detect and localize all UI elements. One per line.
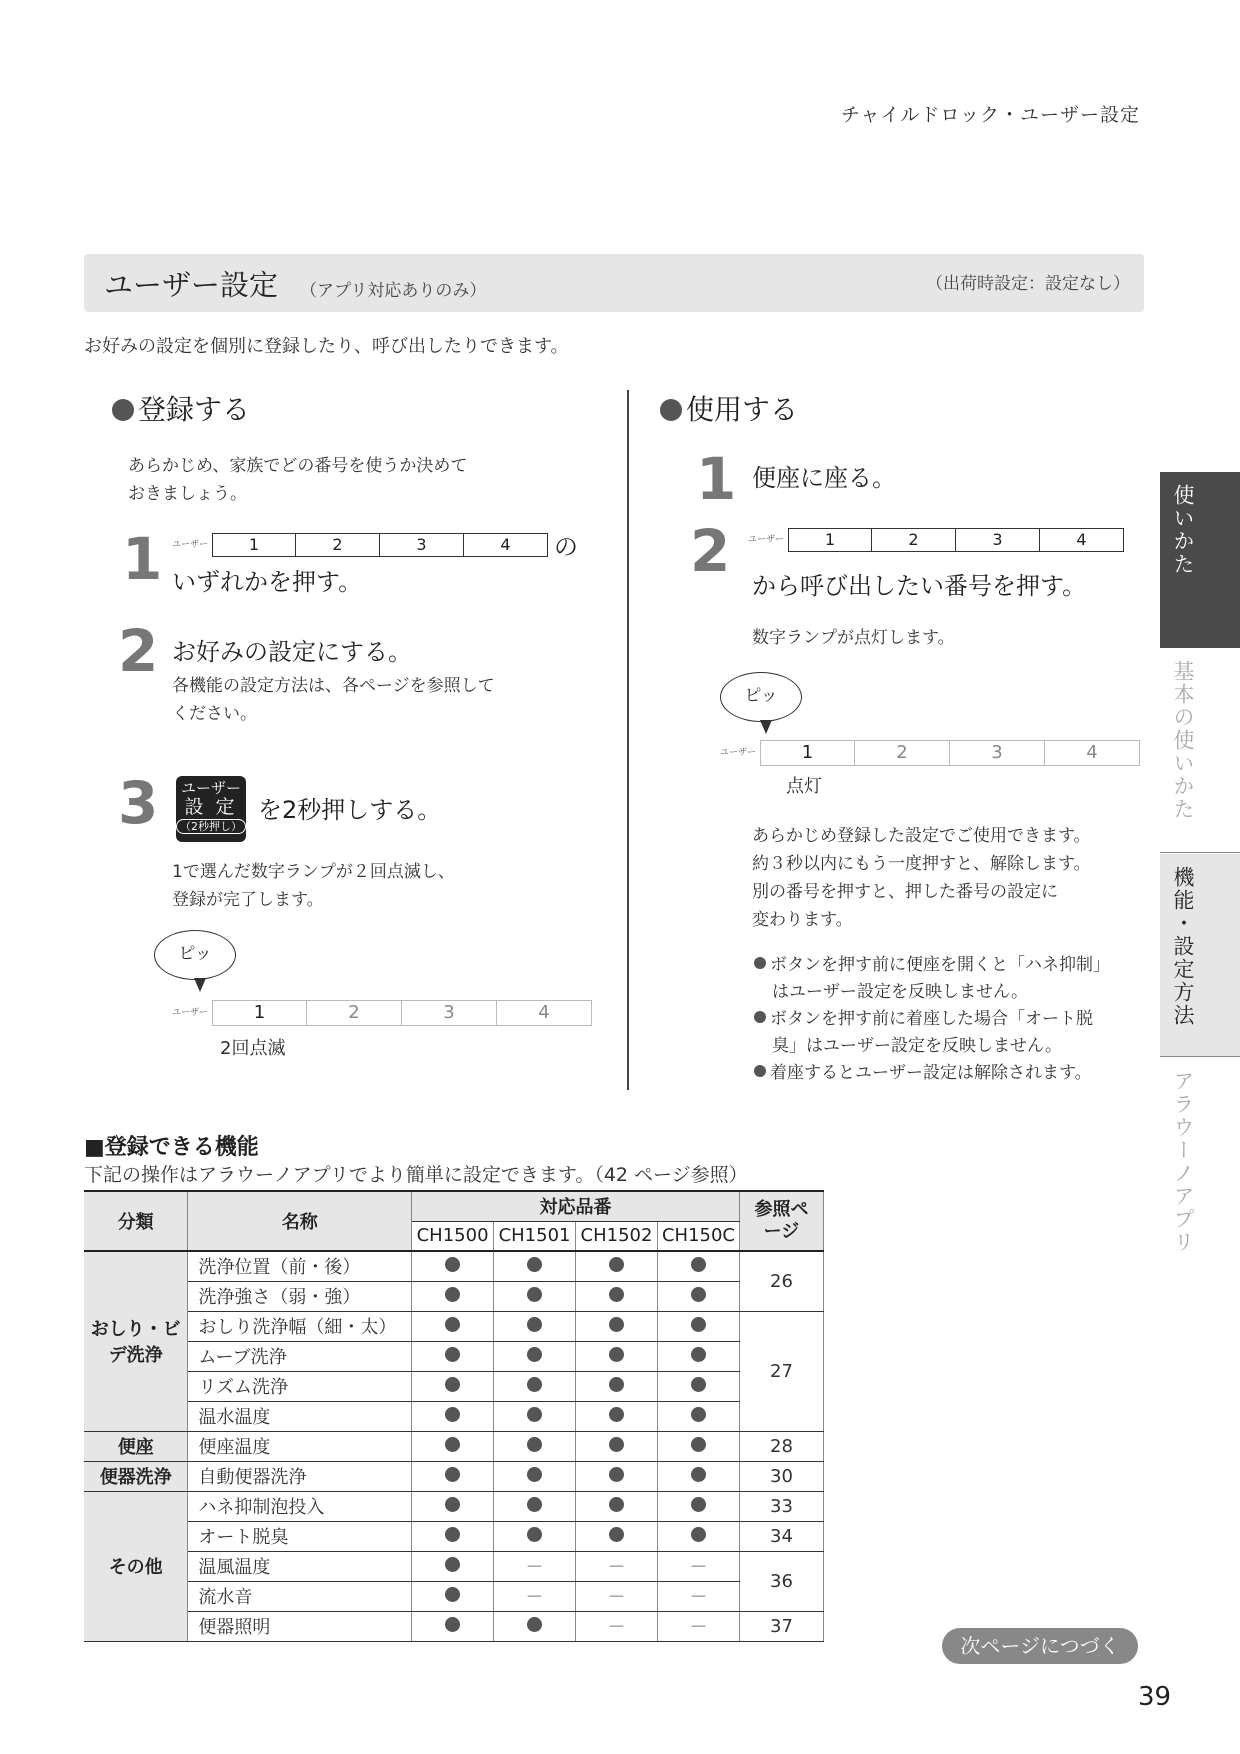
- ref-page-cell: 36: [739, 1551, 823, 1611]
- ref-header-text: 参照ページ: [754, 1199, 809, 1242]
- support-cell: [494, 1281, 576, 1311]
- support-cell: [658, 1491, 740, 1521]
- supported-dot-icon: [445, 1437, 460, 1452]
- ref-page-cell: 37: [739, 1611, 823, 1641]
- ref-page-cell: 27: [739, 1311, 823, 1431]
- model-header: CH1501: [494, 1221, 576, 1251]
- feature-name-cell: おしり洗浄幅（細・太）: [188, 1311, 412, 1341]
- use-lamp-note: 点灯: [786, 776, 822, 797]
- table-row: [84, 1551, 824, 1581]
- supported-dot-icon: [445, 1377, 460, 1392]
- support-cell: [576, 1401, 658, 1431]
- use-body-line: 別の番号を押すと、押した番号の設定に: [752, 882, 1058, 902]
- feature-name-cell: 洗浄強さ（弱・強）: [188, 1281, 412, 1311]
- lamp-1: 1: [212, 1000, 307, 1026]
- not-supported-dash: －: [607, 1587, 626, 1608]
- support-cell: [658, 1251, 740, 1281]
- supported-dot-icon: [527, 1437, 542, 1452]
- support-cell: [494, 1551, 576, 1581]
- support-cell: [576, 1581, 658, 1611]
- supported-dot-icon: [527, 1467, 542, 1482]
- support-cell: [494, 1611, 576, 1641]
- register-step1-suffix: の: [554, 533, 579, 561]
- table-row: [84, 1521, 824, 1551]
- register-step3-detail-line: 登録が完了します。: [172, 890, 324, 910]
- use-step1-number: 1: [696, 445, 737, 513]
- support-cell: [658, 1551, 740, 1581]
- table-row: [84, 1491, 824, 1521]
- support-cell: [412, 1611, 494, 1641]
- beep-bubble-tail: [194, 978, 206, 992]
- register-lead-line: おきましょう。: [128, 484, 247, 504]
- not-supported-dash: －: [689, 1617, 708, 1638]
- user-button-3: 3: [380, 533, 464, 557]
- use-body-line: あらかじめ登録した設定でご使用できます。: [752, 826, 1091, 846]
- feature-name-cell: 便器照明: [188, 1611, 412, 1641]
- support-cell: [576, 1371, 658, 1401]
- lamp-1: 1: [760, 740, 855, 766]
- support-cell: [412, 1401, 494, 1431]
- register-step2-detail-line: ください。: [172, 704, 257, 724]
- column-header-name: 名称: [188, 1191, 412, 1251]
- supported-dot-icon: [609, 1377, 624, 1392]
- support-cell: [494, 1401, 576, 1431]
- side-tab-label: 使いかた: [1171, 484, 1195, 576]
- use-body-line: 変わります。: [752, 910, 853, 930]
- not-supported-dash: －: [689, 1557, 708, 1578]
- supported-dot-icon: [445, 1347, 460, 1362]
- lamp-3: 3: [950, 740, 1045, 766]
- support-cell: [658, 1281, 740, 1311]
- register-step1-number: 1: [122, 525, 163, 593]
- support-cell: [658, 1521, 740, 1551]
- note-bullet-icon: [754, 957, 766, 969]
- use-body-line: 約３秒以内にもう一度押すと、解除します。: [752, 854, 1091, 874]
- model-header: CH150C: [658, 1221, 740, 1251]
- use-step2-text: から呼び出したい番号を押す。: [752, 572, 1087, 600]
- feature-name-cell: 自動便器洗浄: [188, 1461, 412, 1491]
- use-body: [752, 822, 1091, 934]
- support-cell: [576, 1431, 658, 1461]
- support-cell: [412, 1431, 494, 1461]
- side-tab-divider: [1160, 1056, 1240, 1057]
- table-row: [84, 1581, 824, 1611]
- register-user-buttons: [172, 527, 578, 562]
- supported-dot-icon: [527, 1347, 542, 1362]
- register-step1-text: いずれかを押す。: [172, 568, 363, 596]
- supported-dot-icon: [609, 1407, 624, 1422]
- supported-dot-icon: [445, 1257, 460, 1272]
- user-setting-button: [176, 776, 246, 842]
- register-lead: [128, 452, 467, 508]
- support-cell: [658, 1311, 740, 1341]
- user-button-4: 4: [464, 533, 548, 557]
- category-cell: その他: [84, 1491, 188, 1641]
- support-cell: [658, 1581, 740, 1611]
- not-supported-dash: －: [607, 1617, 626, 1638]
- side-tab-label: 基本の使いかた: [1171, 660, 1195, 821]
- supported-dot-icon: [609, 1287, 624, 1302]
- support-cell: [494, 1491, 576, 1521]
- supported-dot-icon: [527, 1527, 542, 1542]
- next-page-button[interactable]: 次ページにつづく: [942, 1628, 1138, 1664]
- note-bullet-icon: [754, 1065, 766, 1077]
- lamp-3: 3: [402, 1000, 497, 1026]
- register-step3-number: 3: [118, 769, 159, 837]
- table-row: [84, 1611, 824, 1641]
- not-supported-dash: －: [525, 1587, 544, 1608]
- side-tab-label: 機能・設定方法: [1171, 866, 1195, 1027]
- bullet-icon: [112, 399, 134, 421]
- table-row: [84, 1311, 824, 1341]
- feature-name-cell: 便座温度: [188, 1431, 412, 1461]
- register-heading-text: 登録する: [138, 393, 251, 426]
- supported-dot-icon: [527, 1317, 542, 1332]
- use-heading: [660, 388, 798, 428]
- register-step3-detail-line: 1で選んだ数字ランプが２回点滅し、: [172, 862, 455, 882]
- supported-dot-icon: [691, 1257, 706, 1272]
- user-setting-button-line3: （2秒押し）: [176, 819, 246, 834]
- features-subheading: 下記の操作はアラウーノアプリでより簡単に設定できます。（42 ページ参照）: [84, 1164, 748, 1186]
- support-cell: [494, 1431, 576, 1461]
- register-step2-detail-line: 各機能の設定方法は、各ページを参照して: [172, 676, 495, 696]
- supported-dot-icon: [445, 1467, 460, 1482]
- category-cell: おしり・ビデ洗浄: [84, 1251, 188, 1431]
- supported-dot-icon: [527, 1407, 542, 1422]
- support-cell: [494, 1581, 576, 1611]
- support-cell: [576, 1491, 658, 1521]
- user-setting-button-line2: 設 定: [184, 796, 238, 818]
- register-lamp-row: [172, 1000, 592, 1026]
- supported-dot-icon: [691, 1347, 706, 1362]
- bullet-icon: [660, 399, 682, 421]
- feature-name-cell: 温風温度: [188, 1551, 412, 1581]
- user-setting-button-line1: ユーザー: [180, 779, 241, 797]
- register-step2-detail: [172, 672, 495, 728]
- supported-dot-icon: [445, 1587, 460, 1602]
- support-cell: [412, 1581, 494, 1611]
- supported-dot-icon: [527, 1617, 542, 1632]
- note-text: 着座するとユーザー設定は解除されます。: [770, 1063, 1092, 1083]
- lamp-4: 4: [1045, 740, 1140, 766]
- side-tab-basic-usage[interactable]: [1160, 648, 1240, 852]
- support-cell: [658, 1401, 740, 1431]
- lamp-2: 2: [855, 740, 950, 766]
- default-setting-note: （出荷時設定：設定なし）: [926, 274, 1130, 294]
- side-tab-arauno-app[interactable]: [1160, 1058, 1240, 1258]
- supported-dot-icon: [691, 1317, 706, 1332]
- register-step2-number: 2: [118, 617, 159, 685]
- not-supported-dash: －: [607, 1557, 626, 1578]
- feature-name-cell: リズム洗浄: [188, 1371, 412, 1401]
- ref-page-cell: 26: [739, 1251, 823, 1311]
- supported-dot-icon: [609, 1257, 624, 1272]
- support-cell: [576, 1251, 658, 1281]
- beep-bubble-tail: [760, 720, 772, 734]
- support-cell: [412, 1341, 494, 1371]
- supported-dot-icon: [445, 1407, 460, 1422]
- use-notes: [754, 952, 1110, 1087]
- feature-name-cell: オート脱臭: [188, 1521, 412, 1551]
- support-cell: [576, 1311, 658, 1341]
- register-lead-line: あらかじめ、家族でどの番号を使うか決めて: [128, 456, 468, 476]
- use-lamp-row: [720, 740, 1140, 766]
- support-cell: [412, 1551, 494, 1581]
- user-button-4: 4: [1040, 528, 1124, 552]
- supported-dot-icon: [691, 1437, 706, 1452]
- user-button-1: 1: [788, 528, 872, 552]
- support-cell: [494, 1521, 576, 1551]
- note-item: [754, 952, 1110, 1006]
- table-row: [84, 1431, 824, 1461]
- support-cell: [658, 1341, 740, 1371]
- use-step1-text: 便座に座る。: [752, 464, 896, 492]
- register-step3-detail: [172, 858, 455, 914]
- ref-page-cell: 34: [739, 1521, 823, 1551]
- column-header-models: 対応品番: [412, 1191, 740, 1221]
- note-text: ボタンを押す前に便座を開くと「ハネ抑制」: [770, 955, 1110, 975]
- feature-name-cell: ハネ抑制泡投入: [188, 1491, 412, 1521]
- support-cell: [576, 1521, 658, 1551]
- ref-page-cell: 33: [739, 1491, 823, 1521]
- supported-dot-icon: [445, 1287, 460, 1302]
- table-row: [84, 1461, 824, 1491]
- supported-dot-icon: [527, 1497, 542, 1512]
- supported-dot-icon: [691, 1467, 706, 1482]
- support-cell: [494, 1311, 576, 1341]
- features-table: [84, 1190, 824, 1642]
- supported-dot-icon: [691, 1287, 706, 1302]
- supported-dot-icon: [691, 1497, 706, 1512]
- supported-dot-icon: [691, 1377, 706, 1392]
- column-header-ref: [739, 1191, 823, 1251]
- lamp-4: 4: [497, 1000, 592, 1026]
- not-supported-dash: －: [525, 1557, 544, 1578]
- section-subtitle: （アプリ対応ありのみ）: [300, 281, 487, 301]
- support-cell: [412, 1251, 494, 1281]
- model-header: CH1500: [412, 1221, 494, 1251]
- supported-dot-icon: [445, 1317, 460, 1332]
- use-user-buttons: [748, 528, 1124, 552]
- support-cell: [576, 1281, 658, 1311]
- support-cell: [576, 1611, 658, 1641]
- lamp-label: ユーザー: [172, 1008, 209, 1018]
- support-cell: [658, 1461, 740, 1491]
- side-tab-features-settings[interactable]: [1160, 854, 1240, 1056]
- user-buttons-label: ユーザー: [172, 539, 209, 550]
- support-cell: [576, 1461, 658, 1491]
- page-header-title: チャイルドロック・ユーザー設定: [840, 104, 1140, 126]
- register-step2-text: お好みの設定にする。: [172, 638, 412, 666]
- support-cell: [658, 1611, 740, 1641]
- section-intro: お好みの設定を個別に登録したり、呼び出したりできます。: [84, 336, 569, 357]
- page-number: 39: [1138, 1682, 1172, 1712]
- supported-dot-icon: [609, 1527, 624, 1542]
- note-item: [754, 1060, 1110, 1087]
- support-cell: [576, 1341, 658, 1371]
- supported-dot-icon: [609, 1497, 624, 1512]
- supported-dot-icon: [609, 1437, 624, 1452]
- supported-dot-icon: [609, 1347, 624, 1362]
- support-cell: [412, 1491, 494, 1521]
- use-step2-detail: 数字ランプが点灯します。: [752, 628, 955, 648]
- beep-bubble: ピッ: [720, 672, 802, 722]
- supported-dot-icon: [445, 1527, 460, 1542]
- side-tab-label: アラウーノアプリ: [1171, 1070, 1195, 1254]
- register-lamp-note: 2回点滅: [220, 1038, 286, 1059]
- support-cell: [576, 1551, 658, 1581]
- column-divider: [627, 390, 629, 1090]
- supported-dot-icon: [691, 1407, 706, 1422]
- use-step2-number: 2: [690, 517, 731, 585]
- model-header: CH1502: [576, 1221, 658, 1251]
- table-row: [84, 1401, 824, 1431]
- register-heading: [112, 388, 250, 428]
- note-text: ボタンを押す前に着座した場合「オート脱: [770, 1009, 1093, 1029]
- supported-dot-icon: [609, 1467, 624, 1482]
- support-cell: [412, 1371, 494, 1401]
- feature-name-cell: 流水音: [188, 1581, 412, 1611]
- column-header-category: 分類: [84, 1191, 188, 1251]
- support-cell: [494, 1251, 576, 1281]
- support-cell: [494, 1461, 576, 1491]
- register-step3-text: を2秒押しする。: [258, 796, 442, 824]
- table-row: [84, 1371, 824, 1401]
- support-cell: [658, 1431, 740, 1461]
- supported-dot-icon: [445, 1557, 460, 1572]
- supported-dot-icon: [527, 1377, 542, 1392]
- ref-page-cell: 28: [739, 1431, 823, 1461]
- support-cell: [412, 1461, 494, 1491]
- side-tab-how-to-use[interactable]: [1160, 472, 1240, 648]
- supported-dot-icon: [691, 1527, 706, 1542]
- category-cell: 便座: [84, 1431, 188, 1461]
- table-row: [84, 1341, 824, 1371]
- support-cell: [494, 1371, 576, 1401]
- lamp-2: 2: [307, 1000, 402, 1026]
- side-tab-divider: [1160, 852, 1240, 853]
- table-row: [84, 1281, 824, 1311]
- lamp-label: ユーザー: [720, 748, 757, 758]
- supported-dot-icon: [445, 1497, 460, 1512]
- note-item: [754, 1006, 1110, 1060]
- note-text: 臭」はユーザー設定を反映しません。: [772, 1036, 1063, 1056]
- user-button-3: 3: [956, 528, 1040, 552]
- user-button-1: 1: [212, 533, 296, 557]
- supported-dot-icon: [609, 1317, 624, 1332]
- support-cell: [412, 1521, 494, 1551]
- use-heading-text: 使用する: [686, 393, 799, 426]
- feature-name-cell: 温水温度: [188, 1401, 412, 1431]
- supported-dot-icon: [445, 1617, 460, 1632]
- supported-dot-icon: [527, 1257, 542, 1272]
- note-bullet-icon: [754, 1011, 766, 1023]
- user-button-2: 2: [296, 533, 380, 557]
- user-button-2: 2: [872, 528, 956, 552]
- category-cell: 便器洗浄: [84, 1461, 188, 1491]
- feature-name-cell: ムーブ洗浄: [188, 1341, 412, 1371]
- feature-name-cell: 洗浄位置（前・後）: [188, 1251, 412, 1281]
- user-buttons-label: ユーザー: [748, 535, 785, 545]
- support-cell: [658, 1371, 740, 1401]
- features-heading: ■登録できる機能: [84, 1135, 259, 1160]
- table-row: [84, 1251, 824, 1281]
- supported-dot-icon: [527, 1287, 542, 1302]
- note-text: はユーザー設定を反映しません。: [772, 982, 1029, 1002]
- not-supported-dash: －: [689, 1587, 708, 1608]
- section-heading-bar: [84, 254, 1144, 312]
- support-cell: [412, 1311, 494, 1341]
- ref-page-cell: 30: [739, 1461, 823, 1491]
- beep-bubble: ピッ: [154, 930, 236, 980]
- support-cell: [412, 1281, 494, 1311]
- support-cell: [494, 1341, 576, 1371]
- section-title: ユーザー設定: [104, 268, 279, 302]
